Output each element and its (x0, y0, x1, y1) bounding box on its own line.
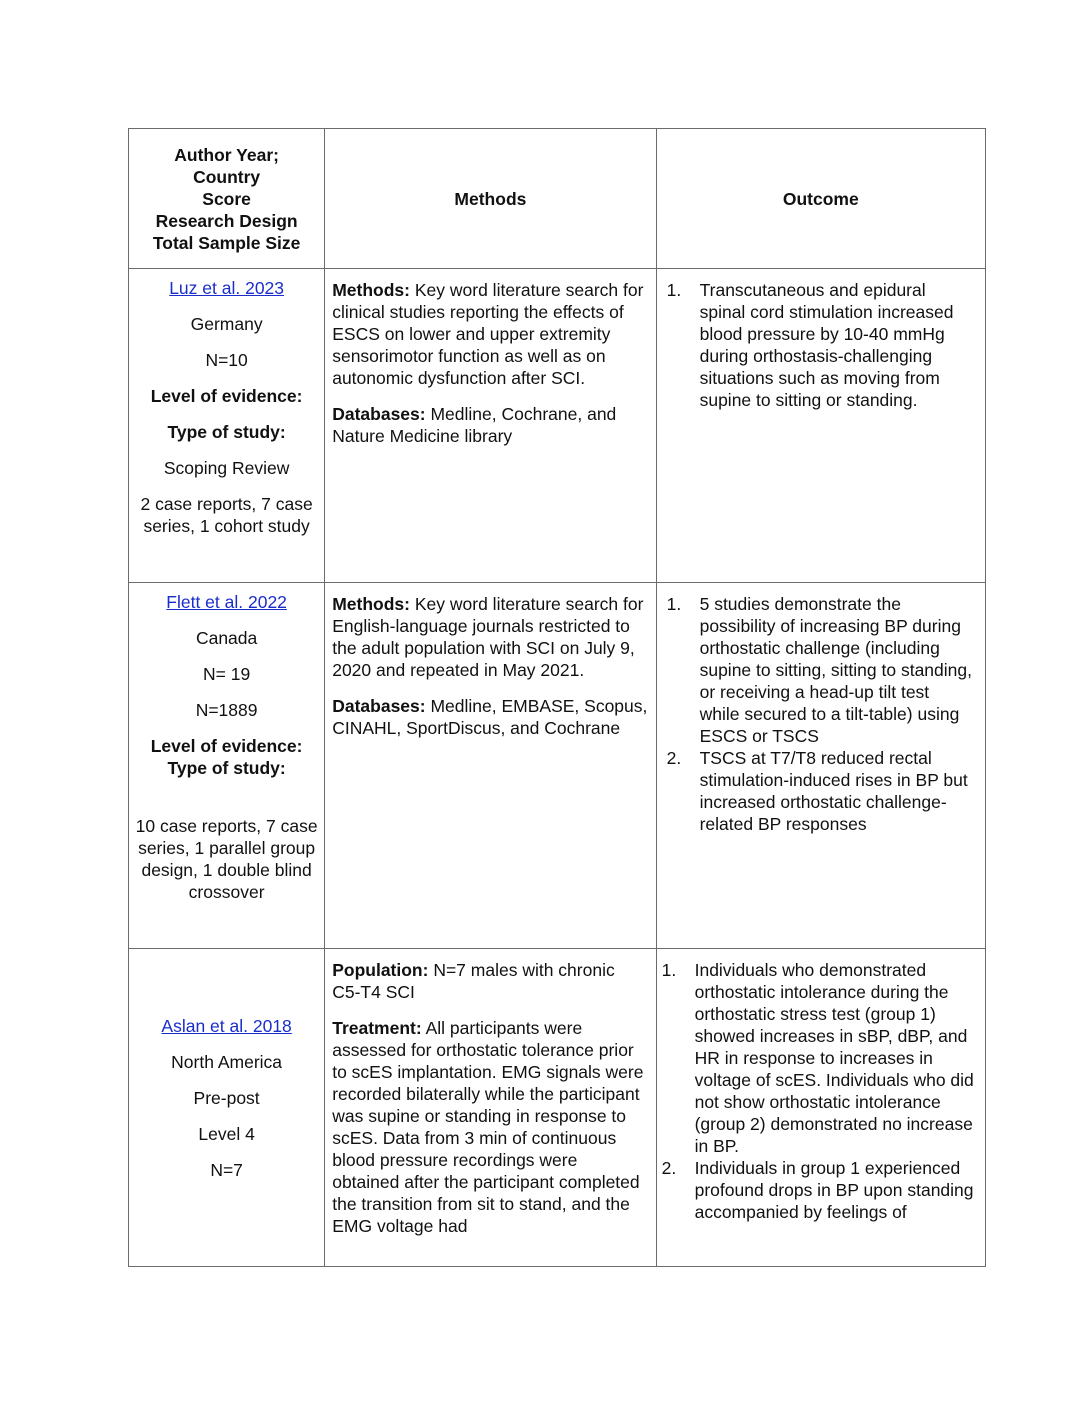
study-link[interactable]: Aslan et al. 2018 (161, 1016, 292, 1036)
methods-text: Key word literature search for English-language journals restricted to the adult population with SCI on July 9, 2020 and repeated in May 2021. (332, 594, 644, 680)
list-number: 1. (666, 594, 682, 614)
methods-content (332, 959, 647, 1259)
sample-size-total: N=1889 (195, 700, 258, 720)
evidence-table (128, 128, 986, 1267)
table-row (129, 949, 986, 1267)
sample-size: N=7 (210, 1160, 243, 1180)
author-cell (129, 583, 325, 949)
list-number: 1. (661, 960, 677, 980)
header-methods-col: Methods (325, 129, 656, 269)
type-of-study-label: Type of study: (167, 758, 286, 778)
evidence-level: Level 4 (198, 1124, 255, 1144)
outcome-list (662, 959, 975, 1223)
methods-label: Methods: (332, 280, 410, 300)
databases-label: Databases: (332, 696, 426, 716)
databases-label: Databases: (332, 404, 426, 424)
country: Canada (195, 628, 258, 648)
databases-text: Medline, EMBASE, Scopus, CINAHL, SportDiscus, and Cochrane (332, 696, 648, 738)
methods-cell (325, 583, 656, 949)
databases-paragraph (332, 403, 647, 447)
outcome-text: 5 studies demonstrate the possibility of increasing BP during orthostatic challenge (including supine to sitting, sitting to standing, or receiving a head-up tilt test while secured to a tilt-table) using ESCS or TSCS (699, 594, 972, 746)
outcome-text: Individuals who demonstrated orthostatic intolerance during the orthostatic stress test (group 1) showed increases in sBP, dBP, and HR in response to increases in voltage of scES. Individuals who did not show orthostatic intolerance (group 2) demonstrated no increase in BP. (694, 960, 974, 1156)
header-line-research-design: Research Design (155, 210, 298, 231)
author-cell (129, 949, 325, 1267)
methods-paragraph (332, 593, 647, 681)
level-of-evidence-label: Level of evidence: (150, 736, 303, 756)
treatment-text: All participants were assessed for orthostatic tolerance prior to scES implantation. EMG signals were recorded bilaterally while the participant was supine or standing in response to scES. Data from 3 min of continuous blood pressure recordings were obtained after the participant completed the transition from sit to stand, and the EMG voltage had (332, 1018, 644, 1236)
level-of-evidence-label: Level of evidence: (150, 386, 303, 406)
population-text: N=7 males with chronic C5-T4 SCI (332, 960, 615, 1002)
header-line-score: Score (202, 188, 251, 209)
country: Germany (190, 314, 263, 334)
study-detail: 2 case reports, 7 case series, 1 cohort study (140, 494, 313, 536)
header-line-sample-size: Total Sample Size (152, 232, 301, 253)
study-link[interactable]: Flett et al. 2022 (166, 592, 287, 612)
country: North America (171, 1052, 283, 1072)
outcome-list (667, 593, 973, 835)
author-cell (129, 269, 325, 583)
list-number: 2. (661, 1158, 677, 1178)
methods-cell (325, 269, 656, 583)
databases-text: Medline, Cochrane, and Nature Medicine library (332, 404, 617, 446)
header-line-author-year: Author Year; (174, 144, 279, 165)
outcome-text: Transcutaneous and epidural spinal cord stimulation increased blood pressure by 10-40 mmHg during orthostasis-challenging situations such as moving from supine to sitting or standing. (699, 280, 954, 410)
databases-paragraph (332, 695, 647, 739)
methods-label: Methods: (332, 594, 410, 614)
methods-paragraph (332, 279, 647, 389)
methods-text: Key word literature search for clinical studies reporting the effects of ESCS on lower and upper extremity sensorimotor function as well as on autonomic dysfunction after SCI. (332, 280, 644, 388)
outcome-list (667, 279, 973, 411)
list-number: 2. (666, 748, 682, 768)
list-item (662, 1157, 975, 1223)
header-line-country: Country (193, 166, 261, 187)
table-row (129, 583, 986, 949)
study-design: Scoping Review (163, 458, 290, 478)
list-number: 1. (666, 280, 682, 300)
header-outcome-col: Outcome (656, 129, 985, 269)
outcome-cell (656, 583, 985, 949)
spacer (135, 779, 318, 801)
population-paragraph (332, 959, 647, 1003)
outcome-content (662, 959, 975, 1259)
outcome-cell (656, 949, 985, 1267)
header-author-col (129, 129, 325, 269)
outcome-text: Individuals in group 1 experienced profound drops in BP upon standing accompanied by feelings of (694, 1158, 974, 1222)
sample-size: N= 19 (203, 664, 251, 684)
list-item (662, 959, 975, 1157)
study-design: Pre-post (193, 1088, 260, 1108)
outcome-cell (656, 269, 985, 583)
study-detail: 10 case reports, 7 case series, 1 parallel group design, 1 double blind crossover (135, 816, 318, 902)
sample-size: N=10 (205, 350, 248, 370)
treatment-label: Treatment: (332, 1018, 422, 1038)
study-link[interactable]: Luz et al. 2023 (169, 278, 285, 298)
list-item (667, 279, 973, 411)
list-item (667, 593, 973, 747)
outcome-text: TSCS at T7/T8 reduced rectal stimulation-induced rises in BP but increased orthostatic challenge-related BP responses (699, 748, 968, 834)
methods-cell (325, 949, 656, 1267)
table-row (129, 269, 986, 583)
treatment-paragraph (332, 1017, 647, 1237)
list-item (667, 747, 973, 835)
type-of-study-label: Type of study: (167, 422, 286, 442)
header-row (129, 129, 986, 269)
population-label: Population: (332, 960, 429, 980)
